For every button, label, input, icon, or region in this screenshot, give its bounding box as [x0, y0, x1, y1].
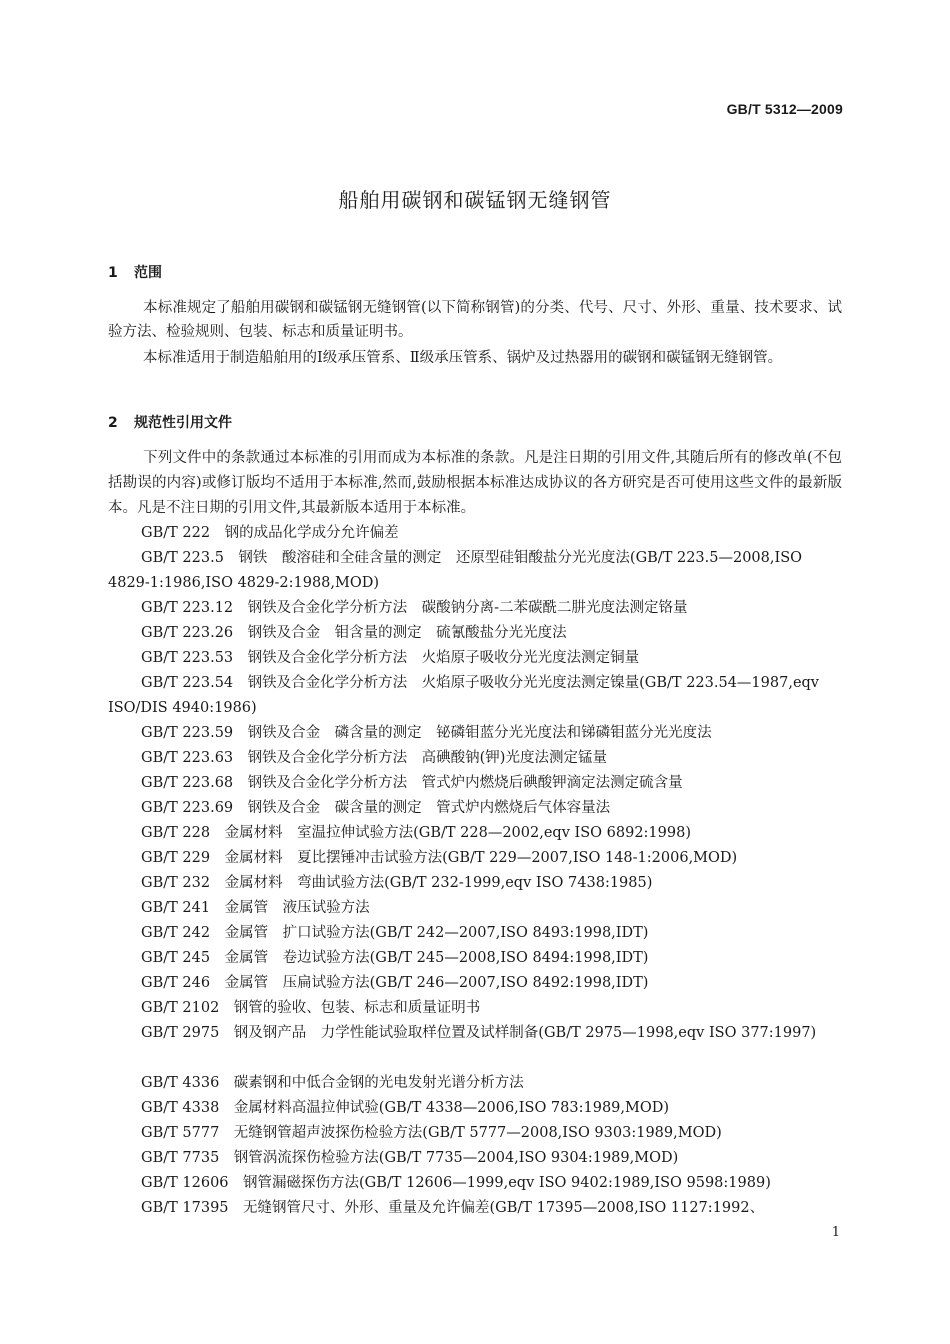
section-2-title: 规范性引用文件 [134, 415, 232, 431]
reference-item: GB/T 232 金属材料 弯曲试验方法(GB/T 232-1999,eqv ISO 7438:1985) [141, 875, 653, 891]
reference-item: GB/T 5777 无缝钢管超声波探伤检验方法(GB/T 5777—2008,ISO 9303:1989,MOD) [141, 1125, 722, 1141]
section-1-heading [108, 262, 162, 282]
reference-item: GB/T 4338 金属材料高温拉伸试验(GB/T 4338—2006,ISO 783:1989,MOD) [141, 1100, 670, 1116]
section-2-number: 2 [108, 415, 118, 431]
reference-item: GB/T 2975 钢及钢产品 力学性能试验取样位置及试样制备(GB/T 2975—1998,eqv ISO 377:1997) [141, 1025, 817, 1041]
reference-item: GB/T 223.5 钢铁 酸溶硅和全硅含量的测定 还原型硅钼酸盐分光光度法(GB/T 223.5—2008,ISO 4829-1:1986,ISO 4829-2:1988,MOD) [108, 550, 803, 591]
reference-item: GB/T 223.63 钢铁及合金化学分析方法 高碘酸钠(钾)光度法测定锰量 [141, 750, 607, 766]
standard-code: GB/T 5312—2009 [726, 101, 843, 117]
reference-item: GB/T 223.53 钢铁及合金化学分析方法 火焰原子吸收分光光度法测定铜量 [141, 650, 640, 666]
reference-item: GB/T 222 钢的成品化学成分允许偏差 [141, 525, 399, 541]
reference-item: GB/T 7735 钢管涡流探伤检验方法(GB/T 7735—2004,ISO 9304:1989,MOD) [141, 1150, 679, 1166]
reference-item: GB/T 246 金属管 压扁试验方法(GB/T 246—2007,ISO 8492:1998,IDT) [141, 975, 649, 991]
section-1-title: 范围 [134, 265, 162, 281]
reference-item: GB/T 12606 钢管漏磁探伤方法(GB/T 12606—1999,eqv ISO 9402:1989,ISO 9598:1989) [141, 1175, 771, 1191]
section-2-heading [108, 412, 232, 432]
references-intro: 下列文件中的条款通过本标准的引用而成为本标准的条款。凡是注日期的引用文件,其随后所有的修改单(不包括勘误的内容)或修订版均不适用于本标准,然而,鼓励根据本标准达成协议的各方研究是否可使用这些文件的最新版本。凡是不注日期的引用文件,其最新版本适用于本标准。 [108, 450, 842, 516]
reference-item: GB/T 223.69 钢铁及合金 碳含量的测定 管式炉内燃烧后气体容量法 [141, 800, 611, 816]
scope-paragraph-2: 本标准适用于制造船舶用的Ⅰ级承压管系、Ⅱ级承压管系、锅炉及过热器用的碳钢和碳锰钢无缝钢管。 [143, 350, 783, 366]
reference-item: GB/T 2102 钢管的验收、包装、标志和质量证明书 [141, 1000, 481, 1016]
reference-item: GB/T 223.26 钢铁及合金 钼含量的测定 硫氰酸盐分光光度法 [141, 625, 567, 641]
page-number: 1 [831, 1225, 840, 1240]
reference-item: GB/T 245 金属管 卷边试验方法(GB/T 245—2008,ISO 8494:1998,IDT) [141, 950, 649, 966]
scope-paragraph-1: 本标准规定了船舶用碳钢和碳锰钢无缝钢管(以下简称钢管)的分类、代号、尺寸、外形、重量、技术要求、试验方法、检验规则、包装、标志和质量证明书。 [108, 300, 842, 340]
reference-item: GB/T 223.68 钢铁及合金化学分析方法 管式炉内燃烧后碘酸钾滴定法测定硫含量 [141, 775, 683, 791]
reference-item: GB/T 223.54 钢铁及合金化学分析方法 火焰原子吸收分光光度法测定镍量(GB/T 223.54—1987,eqv ISO/DIS 4940:1986) [108, 675, 819, 716]
reference-item: GB/T 17395 无缝钢管尺寸、外形、重量及允许偏差(GB/T 17395—2008,ISO 1127:1992、 [141, 1200, 765, 1216]
reference-item: GB/T 229 金属材料 夏比摆锤冲击试验方法(GB/T 229—2007,ISO 148-1:2006,MOD) [141, 850, 738, 866]
reference-item: GB/T 241 金属管 液压试验方法 [141, 900, 370, 916]
reference-item: GB/T 242 金属管 扩口试验方法(GB/T 242—2007,ISO 8493:1998,IDT) [141, 925, 649, 941]
reference-item: GB/T 4336 碳素钢和中低合金钢的光电发射光谱分析方法 [141, 1075, 524, 1091]
reference-item: GB/T 223.59 钢铁及合金 磷含量的测定 铋磷钼蓝分光光度法和锑磷钼蓝分光光度法 [141, 725, 712, 741]
document-title: 船舶用碳钢和碳锰钢无缝钢管 [338, 188, 612, 212]
reference-item: GB/T 228 金属材料 室温拉伸试验方法(GB/T 228—2002,eqv ISO 6892:1998) [141, 825, 691, 841]
reference-item: GB/T 223.12 钢铁及合金化学分析方法 碳酸钠分离-二苯碳酰二肼光度法测定铬量 [141, 600, 688, 616]
section-1-number: 1 [108, 265, 118, 281]
